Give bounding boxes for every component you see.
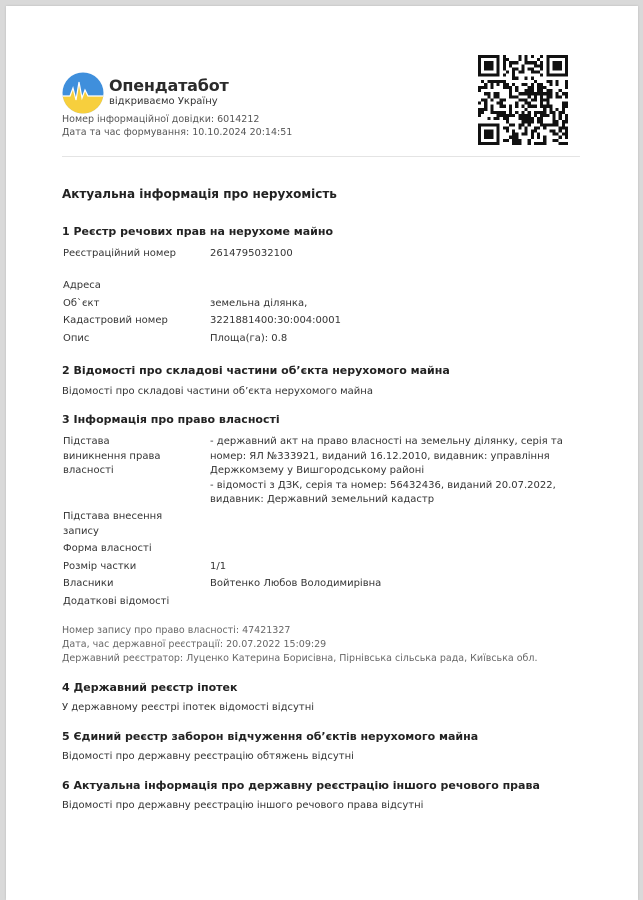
field-value: Войтенко Любов Володимирівна (210, 578, 382, 589)
section-6-text: Відомості про державну реєстрацію іншого речового права відсутні (62, 800, 424, 811)
field-label: Додаткові відомості (63, 596, 170, 607)
field-label: Реєстраційний номер (63, 248, 176, 259)
section-4-heading: 4 Державний реєстр іпотек (62, 681, 238, 694)
record-number: Номер запису про право власності: 47421327 (62, 625, 291, 636)
section-2-text: Відомості про складові частини об’єкта нерухомого майна (62, 386, 373, 397)
brand-name: Опендатабот (109, 76, 229, 95)
document-title: Актуальна інформація про нерухомість (62, 187, 337, 201)
field-label: Розмір частки (63, 561, 137, 572)
section-3-heading: 3 Інформація про право власності (62, 413, 280, 426)
field-label: Опис (63, 333, 90, 344)
field-label: Форма власності (63, 543, 152, 554)
field-label: Адреса (63, 280, 101, 291)
certificate-number: Номер інформаційної довідки: 6014212 (62, 114, 260, 125)
field-value: Площа(га): 0.8 (210, 333, 288, 344)
field-value: номер: ЯЛ №333921, виданий 16.12.2010, видавник: управління (210, 450, 550, 462)
field-value: видавник: Державний земельний кадастр (210, 494, 435, 505)
document-page (6, 6, 638, 900)
field-value: - державний акт на право власності на земельну ділянку, серія та (210, 436, 563, 447)
registrar: Державний реєстратор: Луценко Катерина Борисівна, Пірнівська сільська рада, Київська обл. (62, 653, 538, 664)
section-1-heading: 1 Реєстр речових прав на нерухоме майно (62, 225, 334, 238)
section-2-heading: 2 Відомості про складові частини об’єкта нерухомого майна (62, 364, 450, 377)
divider (62, 156, 580, 157)
registration-date: Дата, час державної реєстрації: 20.07.2022 15:09:29 (62, 639, 327, 650)
field-label: Підстава виникнення права власності (63, 436, 161, 476)
field-value: Держкомзему у Вишгородському районі (210, 465, 425, 476)
section-5-text: Відомості про державну реєстрацію обтяжень відсутні (62, 751, 354, 762)
field-label: Об`єкт (63, 298, 100, 309)
field-label: Кадастровий номер (63, 315, 168, 326)
field-value: земельна ділянка, (210, 298, 308, 309)
section-5-heading: 5 Єдиний реєстр заборон відчуження об’єктів нерухомого майна (62, 730, 479, 743)
field-value: - відомості з ДЗК, серія та номер: 56432436, виданий 20.07.2022, (210, 479, 556, 491)
generated-at: Дата та час формування: 10.10.2024 20:14:51 (62, 127, 293, 138)
brand-tagline: відкриваємо Україну (109, 96, 218, 107)
field-value: 3221881400:30:004:0001 (210, 315, 341, 326)
qr-code-icon (478, 55, 568, 145)
field-label: Власники (63, 578, 114, 589)
section-6-heading: 6 Актуальна інформація про державну реєстрацію іншого речового права (62, 779, 540, 792)
field-value: 1/1 (210, 561, 227, 572)
field-value: 2614795032100 (210, 248, 293, 259)
opendatabot-logo-icon (62, 72, 104, 114)
field-label: Підстава внесення запису (63, 511, 163, 537)
section-4-text: У державному реєстрі іпотек відомості відсутні (62, 702, 315, 713)
